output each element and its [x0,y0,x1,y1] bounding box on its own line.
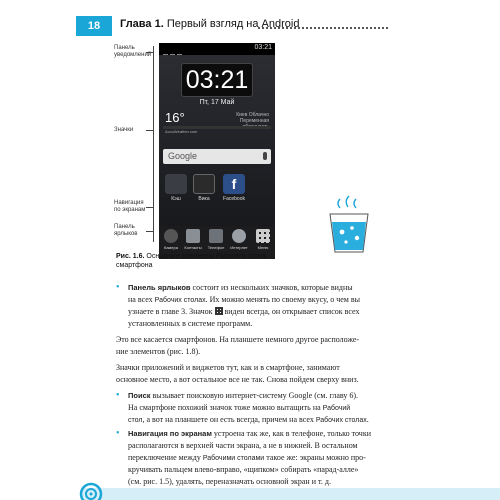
page-number: 18 [76,16,112,36]
text-line [128,402,350,414]
text-span: такое же: экраны можно про- [264,453,366,462]
dock-item[interactable] [229,229,249,250]
weather-text: Киев Облачно Переменная [236,112,269,124]
ui-term: Рабочих столах [154,297,206,304]
facebook-icon: f [223,174,245,194]
footer-circles-decoration [78,474,104,500]
text-line: ние элементов (рис. 1.8). [116,347,201,356]
microphone-icon[interactable] [263,152,267,160]
text-span: вызывает поисковую интернет-систему Google (см. главу 6). [150,391,359,400]
term: Навигация по экранам [128,429,212,438]
status-time: 03:21 [254,44,272,51]
text-line: установленных в системе программ. [128,319,253,328]
text-span: на всех [128,295,155,304]
chapter-label: Глава 1. [120,18,164,30]
text-line: (см. рис. 1.5), удалять, переназначать основной экран и т. д. [128,477,331,486]
phone-icon [209,229,223,243]
app-label: Facebook [223,196,245,202]
dock-item[interactable] [161,229,181,250]
term: Поиск [128,391,151,400]
ui-term: стол [128,417,143,424]
text-span: . Их можно менять по своему вкусу, о чем вы [205,295,361,304]
text-line [128,390,358,401]
text-line [128,294,360,306]
chapter-name: Первый взгляд на Android [163,18,300,30]
callout-notification: Панель уведомлений [114,45,152,58]
text-span: виден всегда, он открывает список всех [222,307,360,316]
text-span: узнаете в главе 3. Значок [128,307,215,316]
page-header [0,0,500,38]
app-icon[interactable] [223,174,245,202]
text-span: переключение между [128,453,203,462]
footer-bar [82,488,500,500]
vika-app-icon [193,174,215,194]
text-span: состоит из нескольких значков, которые видны [190,283,353,292]
date-label: Пт, 17 Май [199,99,235,106]
text-line [128,428,371,439]
text-span: . [366,415,369,424]
bullet-mark: • [116,428,120,439]
dock-label: Телефон [207,245,225,250]
weather-source: AccuWeather.com [165,129,198,134]
caption-text: Основные элементы Рабочего стола смартфона [116,253,266,269]
screen-nav-dots[interactable] [159,217,275,223]
water-glass-illustration [326,192,372,254]
dock-item[interactable] [183,229,203,250]
cache-app-icon [165,174,187,194]
dock-label: Интернет [230,245,248,250]
callout-icons: Значки [114,127,134,133]
term: Панель ярлыков [128,283,191,292]
callout-line [153,46,154,242]
app-grid-icon [215,307,223,315]
text-span: На смартфоне похожий значок тоже можно вытащить на [128,403,323,412]
dock-label: Контакты [184,245,202,250]
bullet-mark: • [116,390,120,401]
callout-shortcuts: Панель ярлыков [114,224,138,237]
callout-screen-nav: Навигация по экранам [114,200,146,213]
ui-term: Рабочими столами [202,455,265,462]
temperature: 16° [165,110,185,125]
ui-term: Рабочих столах [315,417,367,424]
caption-label: Рис. 1.6. [116,253,145,260]
app-label: Вика [198,196,210,202]
text-line: Значки приложений и виджетов тут, как и в смартфоне, занимают [116,363,340,372]
dock-label: Меню [257,245,269,250]
clock-widget: 03:21 [181,63,253,97]
google-search-bar[interactable] [163,149,271,164]
menu-grid-icon [256,229,270,243]
text-span: , а вот на планшете он есть всегда, причем на всех [142,415,316,424]
dock-label: Камера [164,245,178,250]
text-line [128,282,353,293]
camera-icon [164,229,178,243]
status-icons [163,46,193,52]
text-span: устроена так же, как в телефоне, только точки [211,429,371,438]
app-icon[interactable] [165,174,187,202]
figure-caption [116,252,276,270]
text-line: кручивать пальцем влево-вправо, «щипком» собирать «парад-алле» [128,465,359,474]
text-line: основное место, а вот остальное все не так. Снова пойдем сверху вниз. [116,375,359,384]
text-line: располагаются в верхней части экрана, а не в нижней. В остальном [128,441,358,450]
dock-item[interactable] [253,229,273,250]
contacts-icon [186,229,200,243]
google-label: Google [168,151,198,161]
notification-bar [159,43,275,55]
text-line: Это все касается смартфонов. На планшете немного другое расположе- [116,335,360,344]
globe-icon [232,229,246,243]
home-screen [159,55,275,250]
text-line [128,452,366,464]
text-line [128,414,369,426]
header-dotted-rule [258,27,388,29]
phone-screenshot [159,43,275,250]
app-icon[interactable] [193,174,215,202]
dock-item[interactable] [206,229,226,250]
ui-term: Рабочий [322,405,351,412]
app-label: Кэш [171,196,181,202]
text-line [128,306,359,317]
bullet-mark: • [116,282,120,293]
app-icons [165,174,271,210]
